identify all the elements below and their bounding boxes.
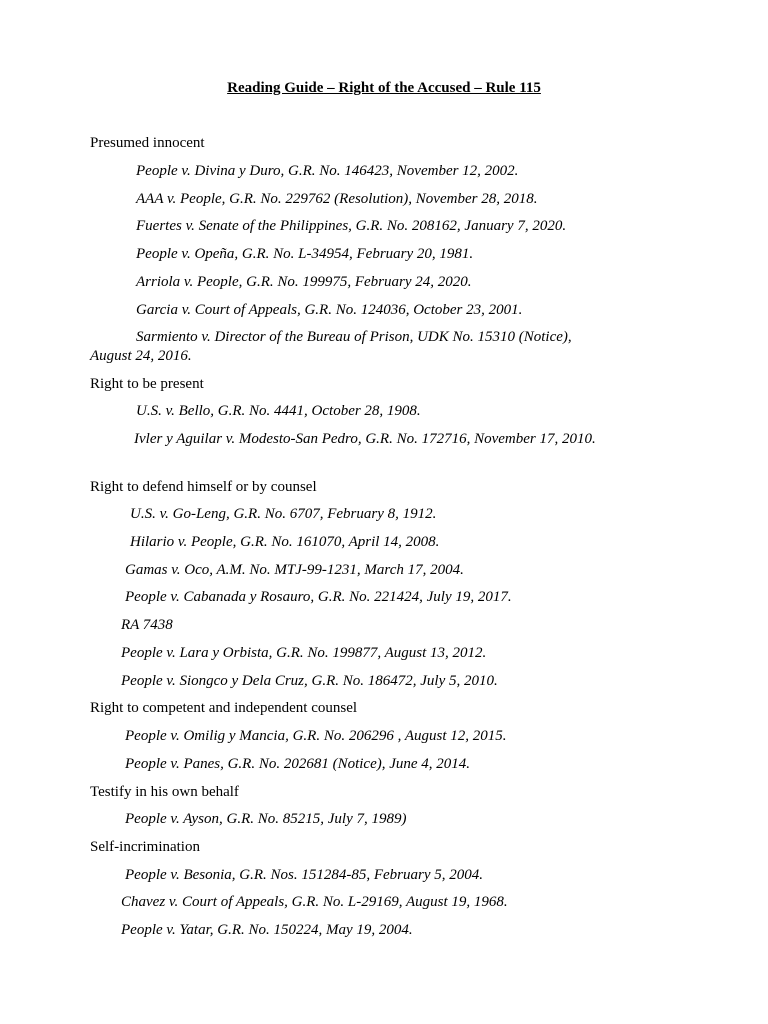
section-heading-presumed-innocent: Presumed innocent bbox=[90, 135, 205, 151]
section-heading-testify: Testify in his own behalf bbox=[90, 784, 239, 800]
case-citation: People v. Ayson, G.R. No. 85215, July 7, 1989) bbox=[125, 811, 407, 827]
case-citation: Ivler y Aguilar v. Modesto-San Pedro, G.R. No. 172716, November 17, 2010. bbox=[134, 431, 596, 447]
case-citation: Arriola v. People, G.R. No. 199975, February 24, 2020. bbox=[136, 274, 472, 290]
case-citation-continuation: August 24, 2016. bbox=[90, 348, 192, 364]
document-title: Reading Guide – Right of the Accused – Rule 115 bbox=[227, 80, 541, 96]
case-citation: People v. Lara y Orbista, G.R. No. 199877, August 13, 2012. bbox=[121, 645, 487, 661]
case-citation: People v. Omilig y Mancia, G.R. No. 206296 , August 12, 2015. bbox=[125, 728, 507, 744]
case-citation: People v. Siongco y Dela Cruz, G.R. No. 186472, July 5, 2010. bbox=[121, 673, 498, 689]
case-citation: People v. Divina y Duro, G.R. No. 146423, November 12, 2002. bbox=[136, 163, 519, 179]
section-heading-right-to-be-present: Right to be present bbox=[90, 376, 204, 392]
case-citation: AAA v. People, G.R. No. 229762 (Resolution), November 28, 2018. bbox=[136, 191, 538, 207]
case-citation: People v. Besonia, G.R. Nos. 151284-85, February 5, 2004. bbox=[125, 867, 484, 883]
case-citation: Fuertes v. Senate of the Philippines, G.R. No. 208162, January 7, 2020. bbox=[136, 218, 567, 234]
case-citation: Garcia v. Court of Appeals, G.R. No. 124036, October 23, 2001. bbox=[136, 302, 523, 318]
case-citation: U.S. v. Go-Leng, G.R. No. 6707, February 8, 1912. bbox=[130, 506, 437, 522]
section-heading-right-to-competent-counsel: Right to competent and independent counsel bbox=[90, 700, 358, 716]
case-citation: RA 7438 bbox=[121, 617, 173, 633]
section-heading-self-incrimination: Self-incrimination bbox=[90, 839, 200, 855]
section-heading-right-to-defend: Right to defend himself or by counsel bbox=[90, 479, 317, 495]
case-citation: U.S. v. Bello, G.R. No. 4441, October 28, 1908. bbox=[136, 403, 421, 419]
case-citation: Hilario v. People, G.R. No. 161070, April 14, 2008. bbox=[130, 534, 440, 550]
case-citation: Gamas v. Oco, A.M. No. MTJ-99-1231, March 17, 2004. bbox=[125, 562, 464, 578]
case-citation: People v. Cabanada y Rosauro, G.R. No. 221424, July 19, 2017. bbox=[125, 589, 512, 605]
case-citation: People v. Panes, G.R. No. 202681 (Notice), June 4, 2014. bbox=[125, 756, 471, 772]
case-citation: People v. Opeña, G.R. No. L-34954, February 20, 1981. bbox=[136, 246, 474, 262]
case-citation: People v. Yatar, G.R. No. 150224, May 19, 2004. bbox=[121, 922, 413, 938]
case-citation: Sarmiento v. Director of the Bureau of Prison, UDK No. 15310 (Notice), bbox=[136, 329, 572, 345]
case-citation: Chavez v. Court of Appeals, G.R. No. L-29169, August 19, 1968. bbox=[121, 894, 508, 910]
